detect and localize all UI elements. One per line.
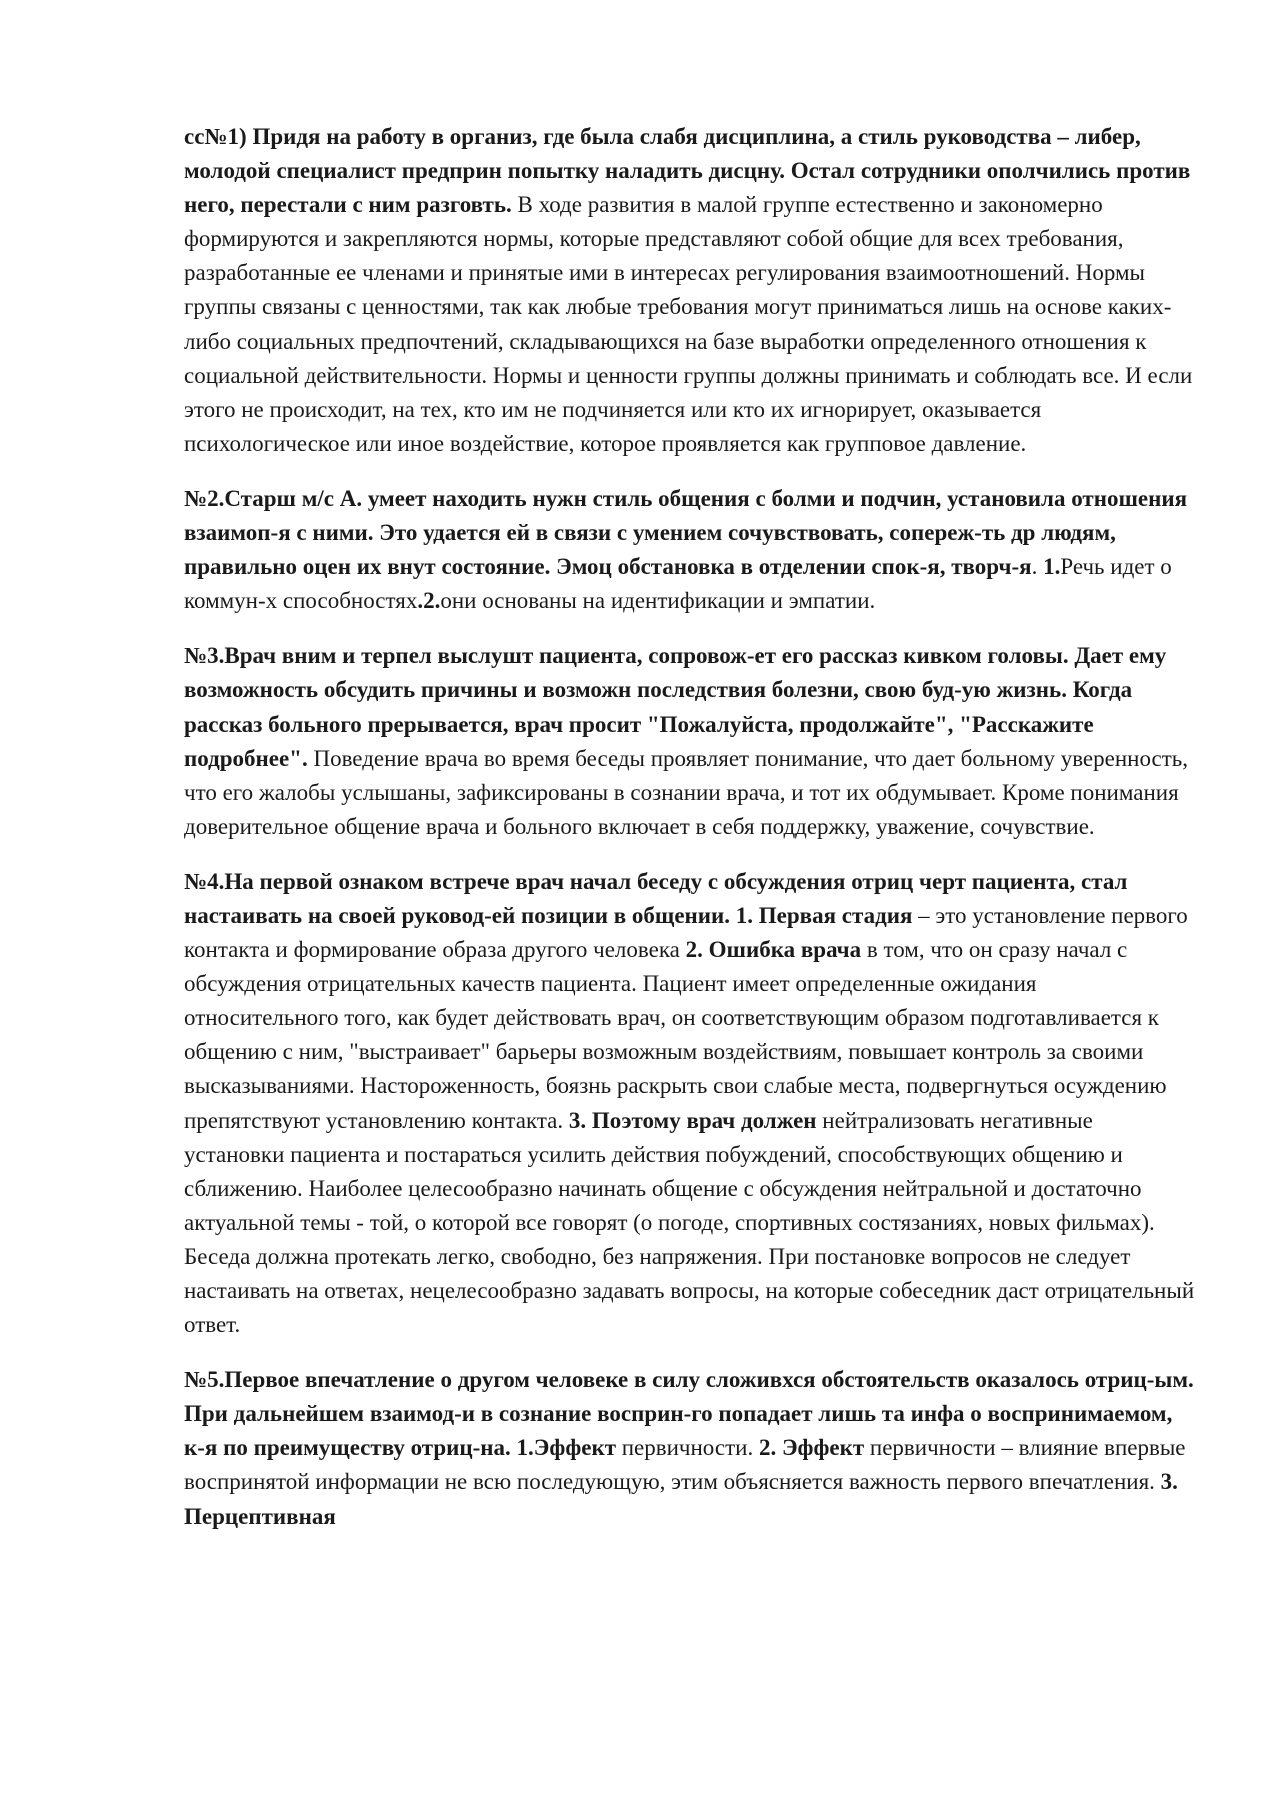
case-2-answer-num-1: 1. xyxy=(1043,554,1061,580)
case-4-answer-num-3: 3. Поэтому врач должен xyxy=(568,1107,817,1133)
case-5-answer-num-3: 3. Перцептивная xyxy=(184,1469,1178,1529)
case-2-answer-2: они основаны на идентификации и эмпатии. xyxy=(440,588,876,614)
case-4-answer-2: в том, что он сразу начал с обсуждения отрицательных качеств пациента. Пациент имеет определенные ожидания относительного того, как будет действовать врач, он соответствующим образом подготавливается к общению с ним, "выстраивает" барьеры возможным воздействиям, повышает контроль за своими высказываниями. Настороженность, боязнь раскрыть свои слабые места, подвергнуться осуждению препятствуют установлению контакта. xyxy=(184,937,1167,1133)
case-2-answer-num-2: .2. xyxy=(417,588,441,614)
document-page xyxy=(184,120,1196,1555)
case-5-answer-2: первичности – влияние впервые воспринятой информации не всю последующую, этим объясняется важность первого впечатления. xyxy=(184,1435,1186,1495)
paragraph-case-4 xyxy=(184,865,1196,1342)
case-3-answer: Поведение врача во время беседы проявляет понимание, что дает больному уверенность, что его жалобы услышаны, зафиксированы в сознании врача, и тот их обдумывает. Кроме понимания доверительное общение врача и больного включает в себя поддержку, уважение, сочувствие. xyxy=(184,745,1189,839)
case-2-question: №2.Старш м/с А. умеет находить нужн стиль общения с болми и подчин, установила отношения взаимоп-я с ними. Это удается ей в связи с умением сочувствовать, сопереж-ть др людям, правильно оцен их внут состояние. Эмоц обстановка в отделении спок-я, творч-я xyxy=(184,485,1188,580)
paragraph-case-1 xyxy=(184,120,1196,461)
case-2-answer-1: Речь идет о коммун-х способностях xyxy=(184,554,1172,614)
case-1-question: сс№1) Придя на работу в организ, где была слабя дисциплина, а стиль руководства – либер, молодой специалист предприн попытку наладить дисцну. Остал сотрудники ополчились против него, перестали с ним разговть. xyxy=(184,124,1191,218)
case-1-answer: В ходе развития в малой группе естественно и закономерно формируются и закрепляются нормы, которые представляют собой общие для всех требования, разработанные ее членами и принятые ими в интересах регулирования взаимоотношений. Нормы группы связаны с ценностями, так как любые требования могут приниматься лишь на основе каких-либо социальных предпочтений, складывающихся на базе выработки определенного отношения к социальной действительности. Нормы и ценности группы должны принимать и соблюдать все. И если этого не происходит, на тех, кто им не подчиняется или кто их игнорирует, оказывается психологическое или иное воздействие, которое проявляется как групповое давление. xyxy=(184,192,1193,456)
case-4-answer-num-2: 2. Ошибка врача xyxy=(685,937,862,963)
case-4-question: №4.На первой ознаком встрече врач начал беседу с обсуждения отриц черт пациента, стал настаивать на своей руковод-ей позиции в общении. 1. Первая стадия xyxy=(184,868,1128,928)
case-5-answer-1: первичности. xyxy=(616,1435,759,1461)
case-2-text: . xyxy=(1031,554,1044,580)
case-5-question: №5.Первое впечатление о другом человеке в силу сложивхся обстоятельств оказалось отриц-ым. При дальнейшем взаимод-и в сознание восприн-го попадает лишь та инфа о воспринимаемом, к-я по преимуществу отриц-на. 1.Эффект xyxy=(184,1367,1194,1461)
paragraph-case-3 xyxy=(184,639,1196,844)
paragraph-case-2 xyxy=(184,482,1196,618)
case-3-question: №3.Врач вним и терпел выслушт пациента, сопровож-ет его рассказ кивком головы. Дает ему возможность обсудить причины и возможн последствия болезни, свою буд-ую жизнь. Когда рассказ больного прерывается, врач просит "Пожалуйста, продолжайте", "Расскажите подробнее". xyxy=(184,643,1167,771)
case-4-answer-1: – это установление первого контакта и формирование образа другого человека xyxy=(184,902,1188,963)
paragraph-case-5 xyxy=(184,1363,1196,1533)
case-4-answer-3: нейтрализовать негативные установки пациента и постараться усилить действия побуждений, способствующих общению и сближению. Наиболее целесообразно начинать общение с обсуждения нейтральной и достаточно актуальной темы - той, о которой все говорят (о погоде, спортивных состязаниях, новых фильмах). Беседа должна протекать легко, свободно, без напряжения. При постановке вопросов не следует настаивать на ответах, нецелесообразно задавать вопросы, на которые собеседник даст отрицательный ответ. xyxy=(184,1107,1195,1338)
case-5-answer-num-2: 2. Эффект xyxy=(758,1435,865,1461)
